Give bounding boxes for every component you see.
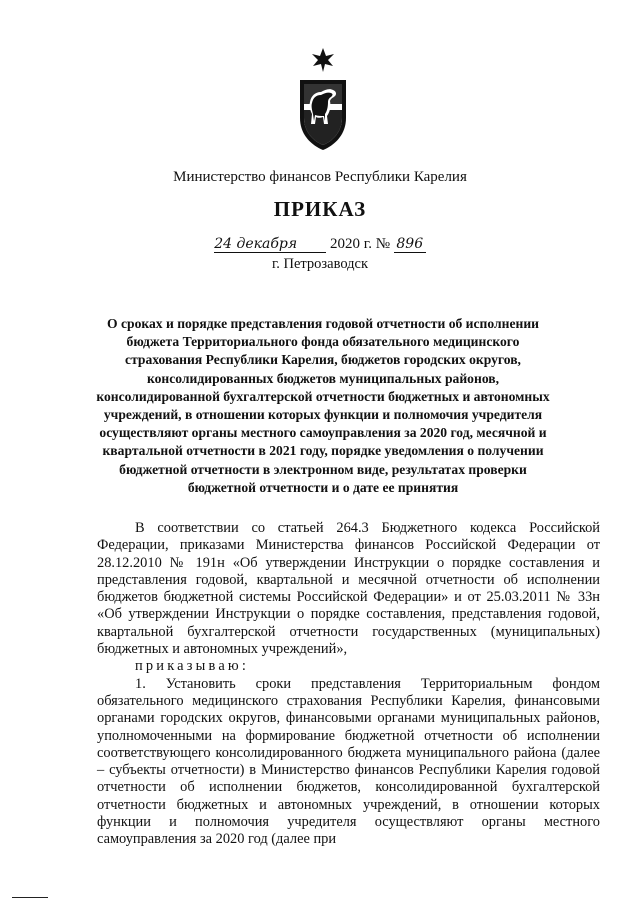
order-body <box>97 520 600 849</box>
coat-of-arms-emblem <box>297 46 349 152</box>
order-word: приказываю: <box>135 658 250 675</box>
order-heading: О сроках и порядке представления годовой отчетности об исполнении бюджета Территориального фонда обязательного медицинского страхования Республики Карелия, бюджетов городских округов, консолидированных бюджетов муниципальных районов, консолидированной бухгалтерской отчетности бюджетных и автономных учреждений, в отношении которых функции и полномочия учредителя осуществляют органы местного самоуправления за 2020 год, месячной и квартальной отчетности в 2021 году, порядке уведомления о получении бюджетной отчетности в электронном виде, результатах проверки бюджетной отчетности и о дате ее принятия <box>96 316 550 495</box>
corner-mark <box>12 897 48 898</box>
preamble-paragraph: В соответствии со статьей 264.3 Бюджетного кодекса Российской Федерации, приказами Министерства финансов Российской Федерации от 28.12.2010 № 191н «Об утверждении Инструкции о порядке составления и представления годовой, квартальной и месячной отчетности об исполнении бюджетов бюджетной системы Российской Федерации» и от 25.03.2011 № 33н «Об утверждении Инструкции о порядке составления, представления годовой, квартальной бухгалтерской отчетности государственных (муниципальных) бюджетных и автономных учреждений», <box>97 520 600 658</box>
ministry-name: Министерство финансов Республики Карелия <box>173 169 467 185</box>
order-title: ПРИКАЗ <box>273 197 367 221</box>
order-date-line <box>0 236 640 253</box>
item-1-paragraph: 1. Установить сроки представления Территориальным фондом обязательного медицинского страхования Республики Карелия, финансовыми органами городских округов, финансовыми органами муниципальных районов, уполномоченными на формирование бюджетной отчетности об исполнении соответствующего консолидированного бюджета муниципального района (далее – субъекты отчетности) в Министерство финансов Республики Карелия годовой отчетности об исполнении бюджетов, консолидированной бухгалтерской отчетности бюджетных и автономных учреждений, в отношении которых функции и полномочия учредителя осуществляют органы местного самоуправления за 2020 год (далее при <box>97 675 600 848</box>
handwritten-date: 24 декабря <box>214 236 326 253</box>
handwritten-order-number: 896 <box>394 236 426 253</box>
order-year-text: 2020 г. № <box>329 236 391 252</box>
city-name: г. Петрозаводск <box>271 256 369 272</box>
